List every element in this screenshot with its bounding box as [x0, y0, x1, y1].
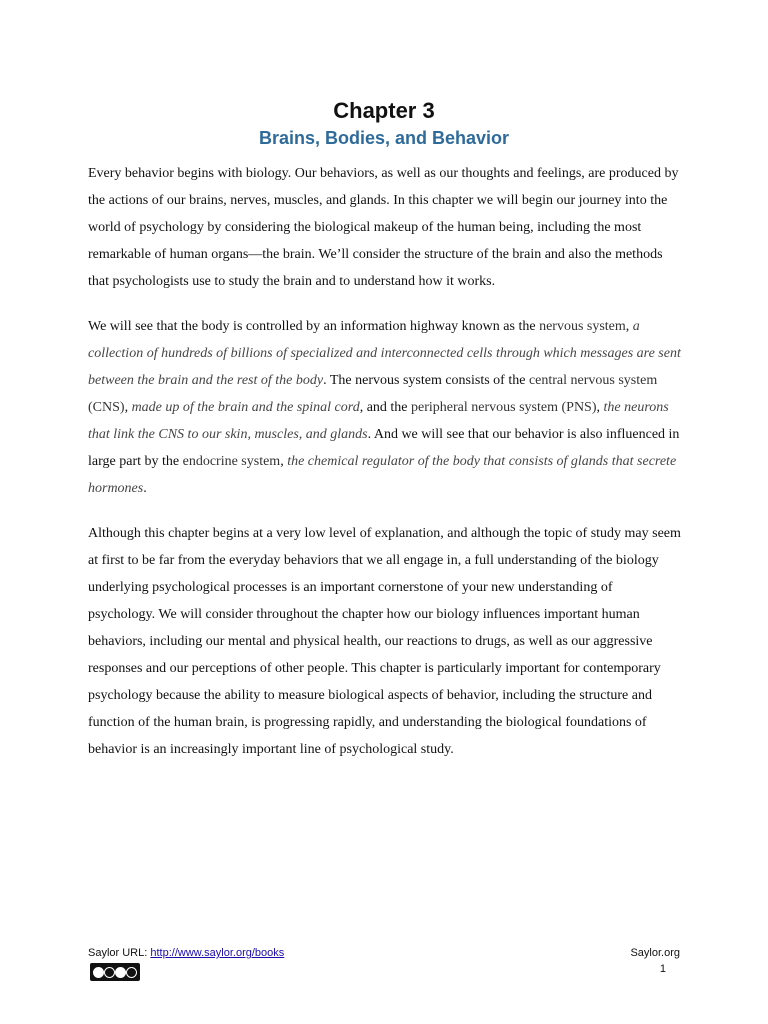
- cc-circle-icon: [93, 967, 104, 978]
- page-number: 1: [659, 963, 666, 975]
- footer-url-label: Saylor URL:: [88, 947, 151, 959]
- footer-site-name: Saylor.org: [630, 947, 680, 959]
- paragraph-nervous-system: [88, 313, 682, 502]
- chapter-title: Brains, Bodies, and Behavior: [258, 128, 510, 148]
- definition-nervous-system: a collection of hundreds of billions of specialized and interconnected cells through which messages are sent between the brain and the rest of the body: [88, 319, 681, 388]
- text-run: We will see that the body is controlled by an information highway known as the: [88, 319, 540, 334]
- text-run: ,: [280, 454, 288, 469]
- sa-circle-icon: [126, 967, 137, 978]
- definition-cns: made up of the brain and the spinal cord: [131, 400, 360, 415]
- definition-endocrine-system: the chemical regulator of the body that consists of glands that secrete hormones: [88, 454, 677, 496]
- body-text: [88, 160, 682, 781]
- text-run: .: [143, 481, 147, 496]
- paragraph-biology-importance: Although this chapter begins at a very low level of explanation, and although the topic of study may seem at first to be far from the everyday behaviors that we all engage in, a full understanding of the biology underlying psychological processes is an important cornerstone of your new understanding of psychology. We will consider throughout the chapter how our biology influences important human behaviors, including our mental and physical health, our reactions to drugs, as well as our aggressive responses and our perceptions of other people. This chapter is particularly important for contemporary psychology because the ability to measure biological aspects of behavior, including the structure and function of the human brain, is progressing rapidly, and understanding the biological foundations of behavior is an increasingly important line of psychological study.: [88, 526, 681, 757]
- text-run: ,: [124, 400, 132, 415]
- nc-circle-icon: [115, 967, 126, 978]
- footer-source: [88, 946, 284, 960]
- definition-pns: the neurons that link the CNS to our skin, muscles, and glands: [88, 400, 669, 442]
- text-run: , and the: [359, 400, 412, 415]
- paragraph-intro: Every behavior begins with biology. Our behaviors, as well as our thoughts and feelings, are produced by the actions of our brains, nerves, muscles, and glands. In this chapter we will begin our journey into the world of psychology by considering the biological makeup of the human being, including the most remarkable of human organs—the brain. We’ll consider the structure of the brain and also the methods that psychologists use to study the brain and to understand how it works.: [88, 166, 679, 289]
- footer-url-link[interactable]: http://www.saylor.org/books: [150, 947, 285, 959]
- text-run: . The nervous system consists of the: [323, 373, 529, 388]
- term-cns: central nervous system (CNS): [88, 373, 658, 415]
- text-run: . And we will see that our behavior is also influenced in large part by the: [88, 427, 680, 469]
- creative-commons-license-icon[interactable]: [90, 963, 140, 981]
- term-endocrine-system: endocrine system: [182, 454, 281, 469]
- chapter-label: Chapter 3: [333, 98, 435, 123]
- term-pns: peripheral nervous system (PNS): [411, 400, 597, 415]
- term-nervous-system: nervous system: [539, 319, 626, 334]
- by-circle-icon: [104, 967, 115, 978]
- text-run: ,: [596, 400, 604, 415]
- footer-site: [600, 946, 680, 976]
- text-run: ,: [625, 319, 633, 334]
